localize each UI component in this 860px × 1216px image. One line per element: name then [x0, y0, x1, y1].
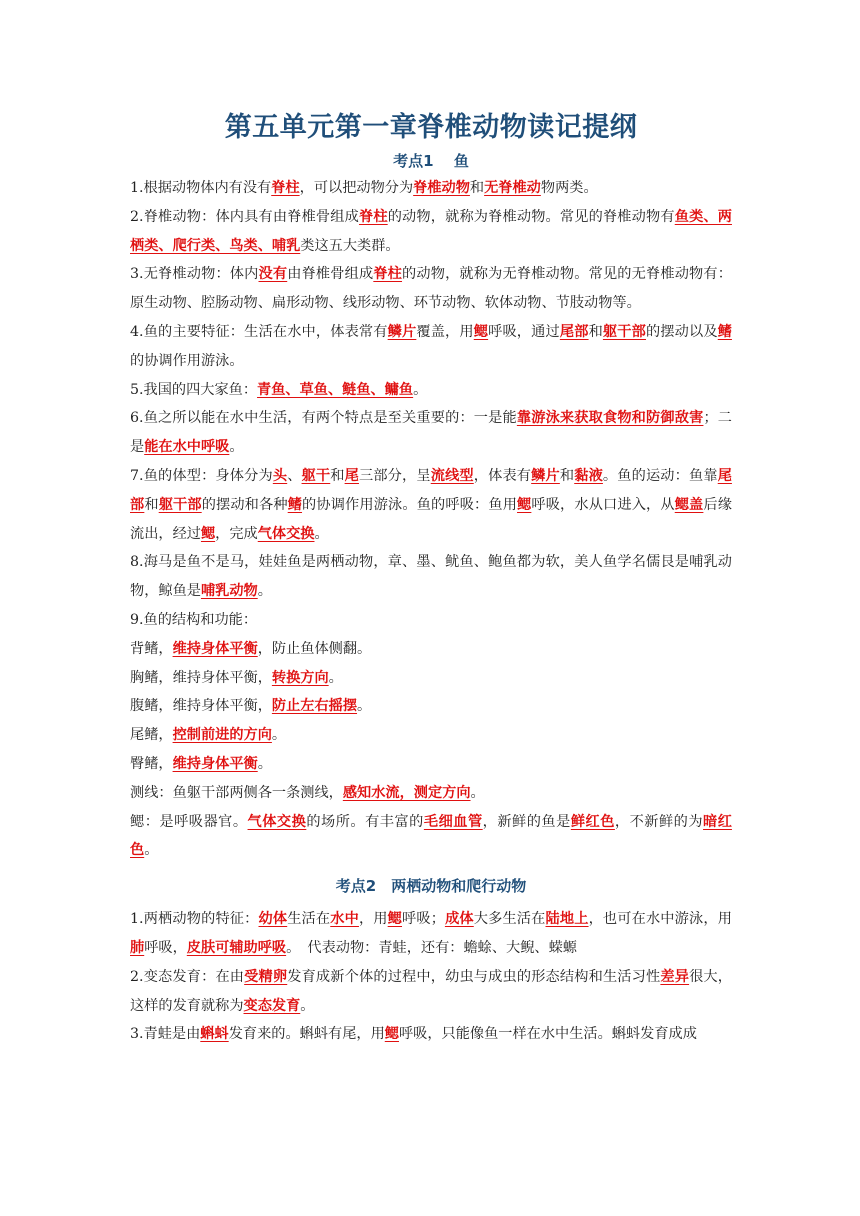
note-paragraph — [130, 203, 732, 261]
note-text: 的摆动以及 — [645, 323, 718, 340]
note-text: 5.我国的四大家鱼： — [130, 381, 258, 398]
note-paragraph — [130, 606, 732, 635]
note-paragraph — [130, 750, 732, 779]
key-term: 能在水中呼吸 — [144, 439, 230, 456]
note-paragraph — [130, 635, 732, 664]
key-term: 鳃 — [473, 323, 489, 340]
key-term: 鳃 — [200, 525, 216, 542]
note-text: 腹鳍，维持身体平衡， — [130, 698, 272, 715]
key-term: 气体交换 — [247, 813, 307, 830]
note-text: ，也可在水中游泳，用 — [588, 911, 732, 928]
note-text: 。鱼的运动：鱼靠 — [602, 467, 718, 484]
key-term: 毛细血管 — [423, 813, 483, 830]
section-heading-amphibians-reptiles: 考点2 两栖动物和爬行动物 — [335, 877, 527, 896]
key-term: 转换方向 — [271, 669, 329, 686]
key-term: 维持身体平衡 — [172, 640, 258, 657]
key-term: 感知水流，测定方向 — [342, 784, 471, 801]
note-text: 3.青蛙是由 — [130, 1026, 201, 1043]
key-term: 鳃 — [517, 496, 532, 513]
key-term: 差异 — [660, 968, 690, 985]
key-term: 脊椎动物 — [413, 180, 470, 196]
key-term: 没有 — [258, 266, 288, 283]
note-text: 呼吸，通过 — [488, 323, 560, 340]
key-term: 气体交换 — [257, 525, 315, 542]
note-text: 2.脊椎动物：体内具有由脊椎骨组成 — [130, 208, 359, 225]
key-term: 尾部 — [130, 467, 732, 513]
key-term: 脊柱 — [358, 208, 388, 225]
note-text: 。 — [257, 755, 272, 772]
key-term: 鳍 — [717, 323, 732, 340]
key-term: 尾部 — [559, 323, 589, 340]
note-paragraph — [130, 260, 732, 318]
note-text: 4.鱼的主要特征：生活在水中，体表常有 — [130, 323, 388, 340]
note-text: 。 — [144, 842, 159, 859]
note-text: 发育成新个体的过程中，幼虫与成虫的形态结构和生活习性 — [287, 968, 661, 985]
note-text: 和 — [330, 467, 345, 484]
key-term: 头 — [272, 467, 288, 484]
note-text: 。 — [271, 727, 287, 744]
note-text: 大多生活在 — [473, 911, 546, 928]
note-text: 臀鳍， — [130, 755, 173, 772]
note-text: 的动物，就称为无脊椎动物。常见的无脊椎动物有：原生动物、腔肠动物、扁形动物、线形动物、环节动物、软体动物、节肢动物等。 — [130, 266, 732, 312]
note-paragraph — [130, 721, 732, 750]
note-paragraph — [130, 174, 732, 203]
note-text: 后缘流出，经过 — [130, 496, 732, 542]
note-paragraph — [130, 779, 732, 808]
note-text: 9.鱼的结构和功能： — [130, 611, 258, 628]
document-title: 第五单元第一章脊椎动物读记提纲 — [224, 112, 638, 143]
note-paragraph — [130, 664, 732, 693]
note-text: 的协调作用游泳。 — [130, 352, 244, 369]
key-term: 维持身体平衡 — [172, 755, 258, 772]
note-paragraph — [130, 692, 732, 721]
note-text: 胸鳍，维持身体平衡， — [130, 669, 272, 686]
note-paragraph — [130, 1020, 732, 1049]
note-text: 的协调作用游泳。鱼的呼吸：鱼用 — [302, 496, 518, 513]
key-term: 躯干 — [301, 467, 331, 484]
key-term: 鳃 — [384, 1026, 399, 1043]
note-text: 尾鳍， — [130, 727, 173, 744]
key-term: 流线型 — [430, 467, 474, 484]
note-text: 。 — [357, 698, 372, 715]
key-term: 水中 — [330, 911, 359, 928]
note-text: ，不新鲜的为 — [614, 813, 704, 830]
note-text: ，可以把动物分为 — [299, 180, 414, 196]
note-text: 类这五大类群。 — [300, 237, 400, 254]
note-text: ，防止鱼体侧翻。 — [257, 640, 372, 657]
key-term: 皮肤可辅助呼吸 — [186, 939, 287, 956]
note-text: 和 — [144, 496, 159, 513]
key-term: 躯干部 — [602, 323, 646, 340]
key-term: 哺乳动物 — [200, 583, 258, 600]
note-text: 呼吸； — [402, 911, 445, 928]
key-term: 鲜红色 — [570, 813, 615, 830]
note-text: 生活在 — [287, 911, 331, 928]
key-term: 陆地上 — [545, 911, 589, 928]
note-text: 三部分，呈 — [358, 467, 431, 484]
note-text: 。 — [413, 381, 428, 398]
note-text: 发育来的。蝌蚪有尾，用 — [228, 1026, 385, 1043]
note-text: ，新鲜的鱼是 — [482, 813, 571, 830]
note-paragraph — [130, 318, 732, 376]
key-term: 防止左右摇摆 — [271, 698, 358, 715]
note-text: ，完成 — [215, 525, 258, 542]
note-text: 。 — [470, 784, 485, 801]
note-text: 呼吸，只能像鱼一样在水中生活。蝌蚪发育成成 — [398, 1026, 697, 1043]
note-text: ，用 — [358, 911, 388, 928]
note-text: 1.两栖动物的特征： — [130, 911, 259, 928]
note-text: 3.无脊椎动物：体内 — [130, 266, 259, 283]
note-text: 由脊椎骨组成 — [287, 266, 374, 283]
note-text: 。 — [314, 525, 329, 542]
key-term: 控制前进的方向 — [172, 727, 272, 744]
note-text: 8.海马是鱼不是马，娃娃鱼是两栖动物，章、墨、鱿鱼、鲍鱼都为软，美人鱼学名儒艮是哺乳动物，鲸鱼是 — [130, 554, 732, 600]
note-text: 。 — [229, 439, 244, 456]
fish-notes — [130, 174, 732, 865]
note-text: 背鳍， — [130, 640, 173, 657]
note-text: 。 — [328, 669, 343, 686]
key-term: 鳞片 — [387, 323, 417, 340]
note-text: 和 — [559, 467, 575, 484]
key-term: 脊柱 — [373, 266, 403, 283]
note-text: 。 — [300, 997, 315, 1014]
note-paragraph — [130, 404, 732, 462]
key-term: 尾 — [344, 467, 359, 484]
key-term: 鱼类、两栖类、爬行类、鸟类、哺乳 — [130, 208, 732, 254]
note-text: 。 代表动物：青蛙，还有：蟾蜍、大鲵、蝾螈 — [286, 939, 577, 956]
note-paragraph — [130, 376, 732, 405]
note-text: 物两类。 — [540, 180, 598, 196]
key-term: 成体 — [444, 911, 474, 928]
note-text: 和 — [588, 323, 603, 340]
key-term: 靠游泳来获取食物和防御敌害 — [516, 410, 704, 427]
note-text: 测线：鱼躯干部两侧各一条测线， — [130, 784, 343, 801]
note-text: 的摆动和各种 — [201, 496, 288, 513]
note-text: 。 — [257, 583, 272, 600]
key-term: 鳍 — [287, 496, 303, 513]
note-text: 的场所。有丰富的 — [306, 813, 424, 830]
note-text: 呼吸， — [144, 939, 187, 956]
note-paragraph — [130, 462, 732, 548]
note-text: ；二是 — [130, 410, 732, 456]
key-term: 脊柱 — [271, 180, 300, 196]
key-term: 蝌蚪 — [200, 1026, 229, 1043]
key-term: 变态发育 — [243, 997, 301, 1014]
note-text: 呼吸，水从口进入，从 — [531, 496, 675, 513]
note-text: 覆盖，用 — [416, 323, 474, 340]
document-page — [130, 108, 732, 1049]
key-term: 黏液 — [574, 467, 603, 484]
section-heading-fish: 考点1 鱼 — [393, 152, 469, 170]
key-term: 暗红色 — [130, 813, 732, 859]
key-term: 青鱼、草鱼、鲢鱼、鳙鱼 — [257, 381, 414, 398]
note-paragraph — [130, 963, 732, 1021]
key-term: 幼体 — [258, 911, 288, 928]
key-term: 无脊椎动 — [484, 180, 541, 196]
note-paragraph — [130, 548, 732, 606]
key-term: 鳞片 — [531, 467, 560, 484]
note-text: ，体表有 — [473, 467, 532, 484]
note-text: 7.鱼的体型：身体分为 — [130, 467, 273, 484]
note-text: 和 — [469, 180, 485, 196]
key-term: 肺 — [130, 939, 145, 956]
key-term: 躯干部 — [158, 496, 202, 513]
note-text: 很大，这样的发育就称为 — [130, 968, 732, 1014]
amphibian-notes — [130, 905, 732, 1049]
note-paragraph — [130, 808, 732, 866]
note-text: 、 — [287, 467, 302, 484]
key-term: 受精卵 — [244, 968, 288, 985]
note-text: 鳃：是呼吸器官。 — [130, 813, 248, 830]
key-term: 鳃 — [387, 911, 403, 928]
key-term: 鳃盖 — [674, 496, 704, 513]
note-text: 的动物，就称为脊椎动物。常见的脊椎动物有 — [387, 208, 675, 225]
note-text: 6.鱼之所以能在水中生活，有两个特点是至关重要的：一是能 — [130, 410, 517, 427]
note-text: 2.变态发育：在由 — [130, 968, 245, 985]
note-text: 1.根据动物体内有没有 — [130, 180, 272, 196]
note-paragraph — [130, 905, 732, 963]
